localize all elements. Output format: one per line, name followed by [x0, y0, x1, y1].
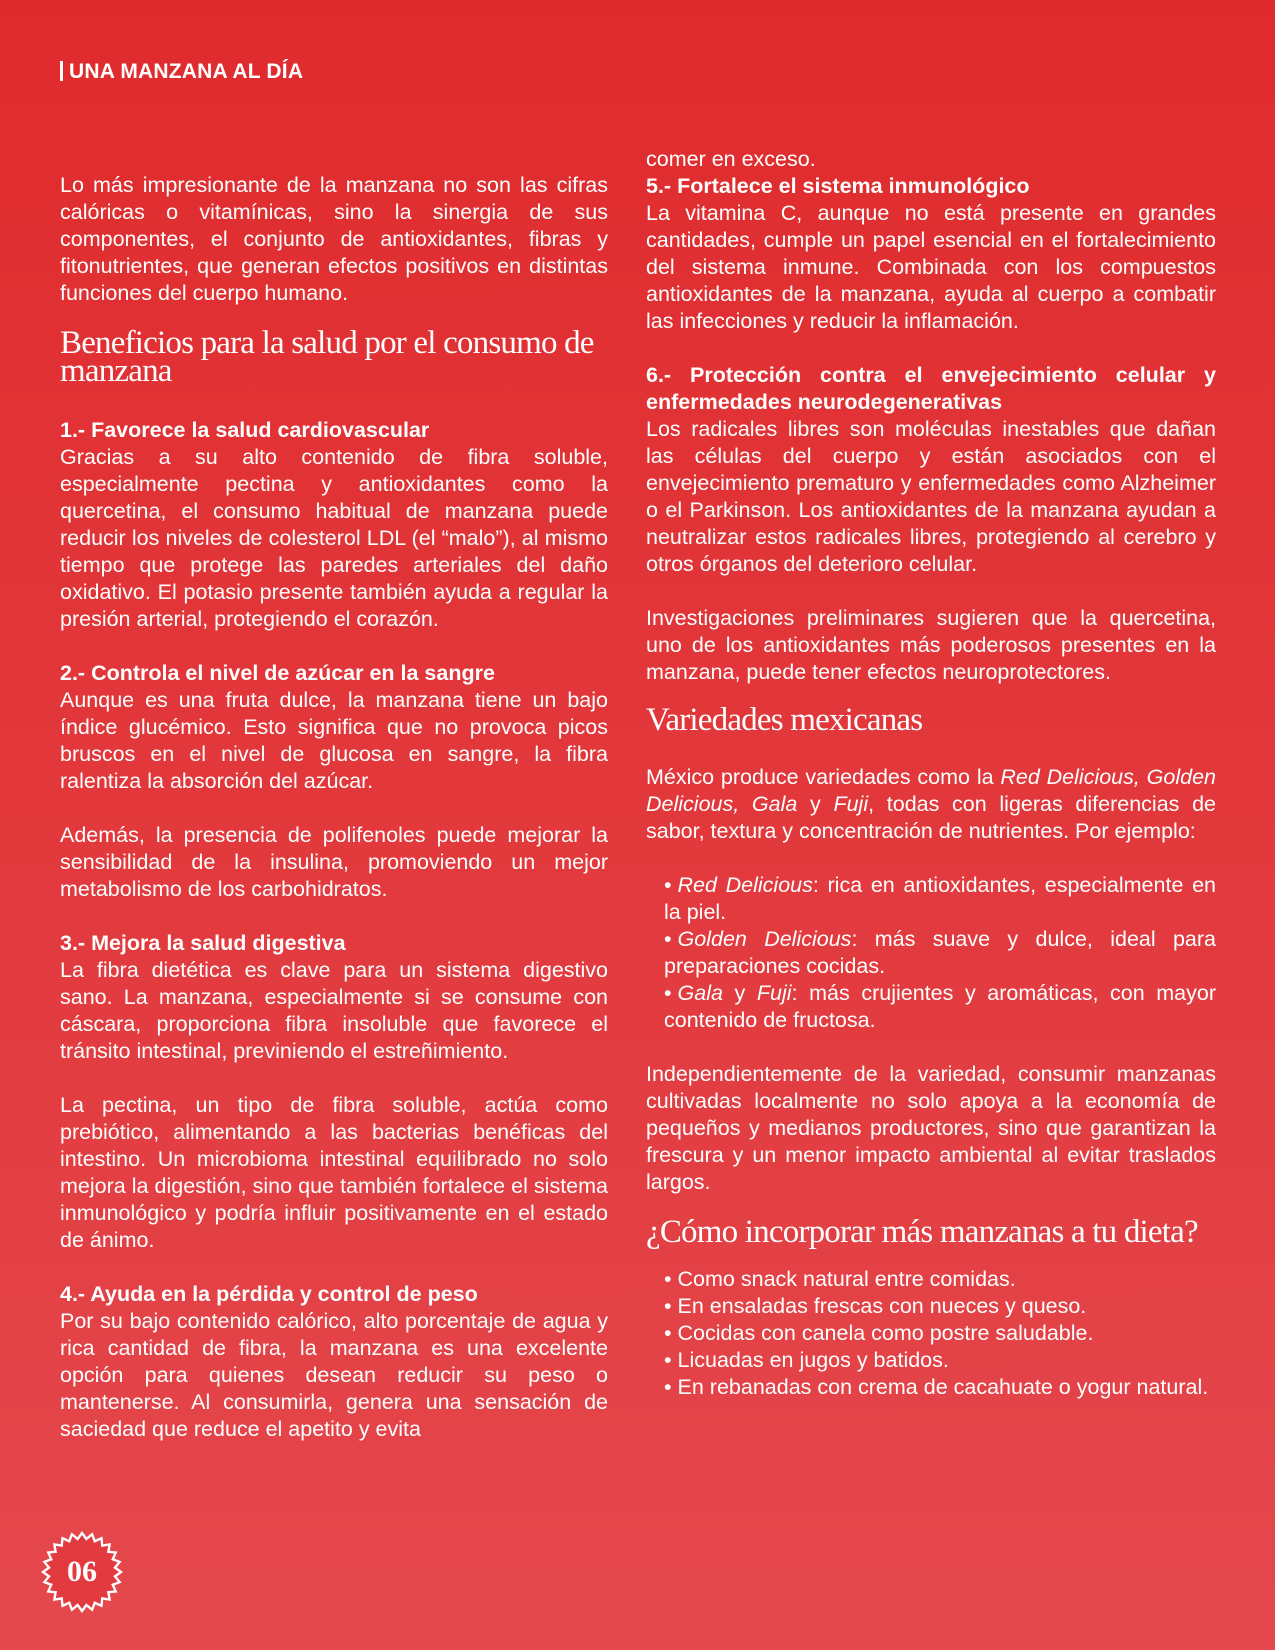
variety-item — [664, 872, 1216, 926]
header-title: UNA MANZANA AL DÍA — [69, 60, 304, 83]
tip-item: • Licuadas en jugos y batidos. — [664, 1347, 1216, 1374]
section-1-title: 1.- Favorece la salud cardiovascular — [60, 418, 430, 442]
tip-item: • Como snack natural entre comidas. — [664, 1266, 1216, 1293]
section-4-text: Por su bajo contenido calórico, alto porcentaje de agua y rica cantidad de fibra, la manzana es una excelente opción para quienes desean reducir su peso o mantenerse. Al consumirla, genera una sensación de saciedad que reduce el apetito y evita — [60, 1309, 608, 1441]
varieties-intro-fuji: Fuji — [833, 792, 869, 816]
incorporate-heading: ¿Cómo incorporar más manzanas a tu dieta? — [646, 1214, 1198, 1250]
header-bar — [60, 61, 63, 81]
variety-desc: : más crujientes y aromáticas, con mayor contenido de fructosa. — [664, 981, 1217, 1032]
varieties-intro — [646, 764, 1216, 845]
varieties-heading: Variedades mexicanas — [646, 702, 923, 738]
varieties-intro-part-3: , todas con ligeras diferencias de sabor, textura y concentración de nutrientes. Por ejemplo: — [646, 792, 1217, 843]
section-2-title: 2.- Controla el nivel de azúcar en la sangre — [60, 661, 495, 685]
tip-item: • En rebanadas con crema de cacahuate o yogur natural. — [664, 1374, 1216, 1401]
varieties-closing: Independientemente de la variedad, consumir manzanas cultivadas localmente no solo apoya a la economía de pequeños y medianos productores, sino que garantizan la frescura y un menor impacto ambiental al evitar traslados largos. — [646, 1062, 1216, 1194]
variety-item — [664, 926, 1216, 980]
tip-item: • En ensaladas frescas con nueces y queso. — [664, 1293, 1216, 1320]
section-3-text-2: La pectina, un tipo de fibra soluble, actúa como prebiótico, alimentando a las bacterias benéficas del intestino. Un microbioma intestinal equilibrado no solo mejora la digestión, sino que también fortalece el sistema inmunológico y podría influir positivamente en el estado de ánimo. — [60, 1093, 608, 1252]
variety-name: Gala — [677, 981, 723, 1005]
section-6-text-2: Investigaciones preliminares sugieren que la quercetina, uno de los antioxidantes más poderosos presentes en la manzana, puede tener efectos neuroprotectores. — [646, 606, 1216, 684]
section-6-text: Los radicales libres son moléculas inestables que dañan las células del cuerpo y están asociados con el envejecimiento prematuro y enfermedades como Alzheimer o el Parkinson. Los antioxidantes de la manzana ayudan a neutralizar estos radicales libres, protegiendo al cerebro y otros órganos del deterioro celular. — [646, 417, 1216, 576]
section-5-title: 5.- Fortalece el sistema inmunológico — [646, 174, 1030, 198]
section-3-text: La fibra dietética es clave para un sistema digestivo sano. La manzana, especialmente si se consume con cáscara, proporciona fibra insoluble que favorece el tránsito intestinal, previniendo el estreñimiento. — [60, 958, 608, 1063]
varieties-intro-part-1: México produce variedades como la — [646, 765, 1001, 789]
variety-name: Golden Delicious — [677, 927, 852, 951]
tips-list — [646, 1266, 1216, 1401]
variety-name: Red Delicious — [677, 873, 813, 897]
right-column — [646, 146, 1216, 1401]
section-3-title: 3.- Mejora la salud digestiva — [60, 931, 346, 955]
variety-item — [664, 980, 1216, 1034]
starburst-icon — [40, 1530, 124, 1614]
page-number-badge — [40, 1530, 124, 1614]
benefits-heading: Beneficios para la salud por el consumo de manzana — [60, 325, 594, 389]
intro-paragraph: Lo más impresionante de la manzana no son las cifras calóricas o vitamínicas, sino la sinergia de sus componentes, el conjunto de antioxidantes, fibras y fitonutrientes, que generan efectos positivos en distintas funciones del cuerpo humano. — [60, 173, 608, 305]
varieties-list — [646, 872, 1216, 1034]
section-2-text-2: Además, la presencia de polifenoles puede mejorar la sensibilidad de la insulina, promoviendo un mejor metabolismo de los carbohidratos. — [60, 823, 608, 901]
page-number: 06 — [67, 1555, 97, 1588]
section-1-text: Gracias a su alto contenido de fibra soluble, especialmente pectina y antioxidantes como la quercetina, el consumo habitual de manzana puede reducir los niveles de colesterol LDL (el “malo”), al mismo tiempo que protege las paredes arteriales del daño oxidativo. El potasio presente también ayuda a regular la presión arterial, protegiendo el corazón. — [60, 445, 608, 631]
variety-conjunction: y — [722, 981, 757, 1005]
section-2-text: Aunque es una fruta dulce, la manzana tiene un bajo índice glucémico. Esto significa que no provoca picos bruscos en el nivel de glucosa en sangre, la fibra ralentiza la absorción del azúcar. — [60, 688, 608, 793]
running-header — [60, 60, 303, 84]
left-column — [60, 172, 608, 1443]
variety-desc: : rica en antioxidantes, especialmente en la piel. — [664, 873, 1216, 924]
section-6-title: 6.- Protección contra el envejecimiento celular y enfermedades neurodegenerativas — [646, 363, 1216, 414]
section-4-continued: comer en exceso. — [646, 147, 816, 171]
varieties-intro-part-2: y — [797, 792, 834, 816]
section-5-text: La vitamina C, aunque no está presente en grandes cantidades, cumple un papel esencial en el fortalecimiento del sistema inmune. Combinada con los compuestos antioxidantes de la manzana, ayuda al cuerpo a combatir las infecciones y reducir la inflamación. — [646, 201, 1216, 333]
variety-desc: : más suave y dulce, ideal para preparaciones cocidas. — [664, 927, 1217, 978]
varieties-intro-names: Red Delicious, Golden Delicious, Gala — [646, 765, 1217, 816]
tip-item: • Cocidas con canela como postre saludable. — [664, 1320, 1216, 1347]
section-4-title: 4.- Ayuda en la pérdida y control de peso — [60, 1282, 478, 1306]
variety-name-2: Fuji — [756, 981, 792, 1005]
